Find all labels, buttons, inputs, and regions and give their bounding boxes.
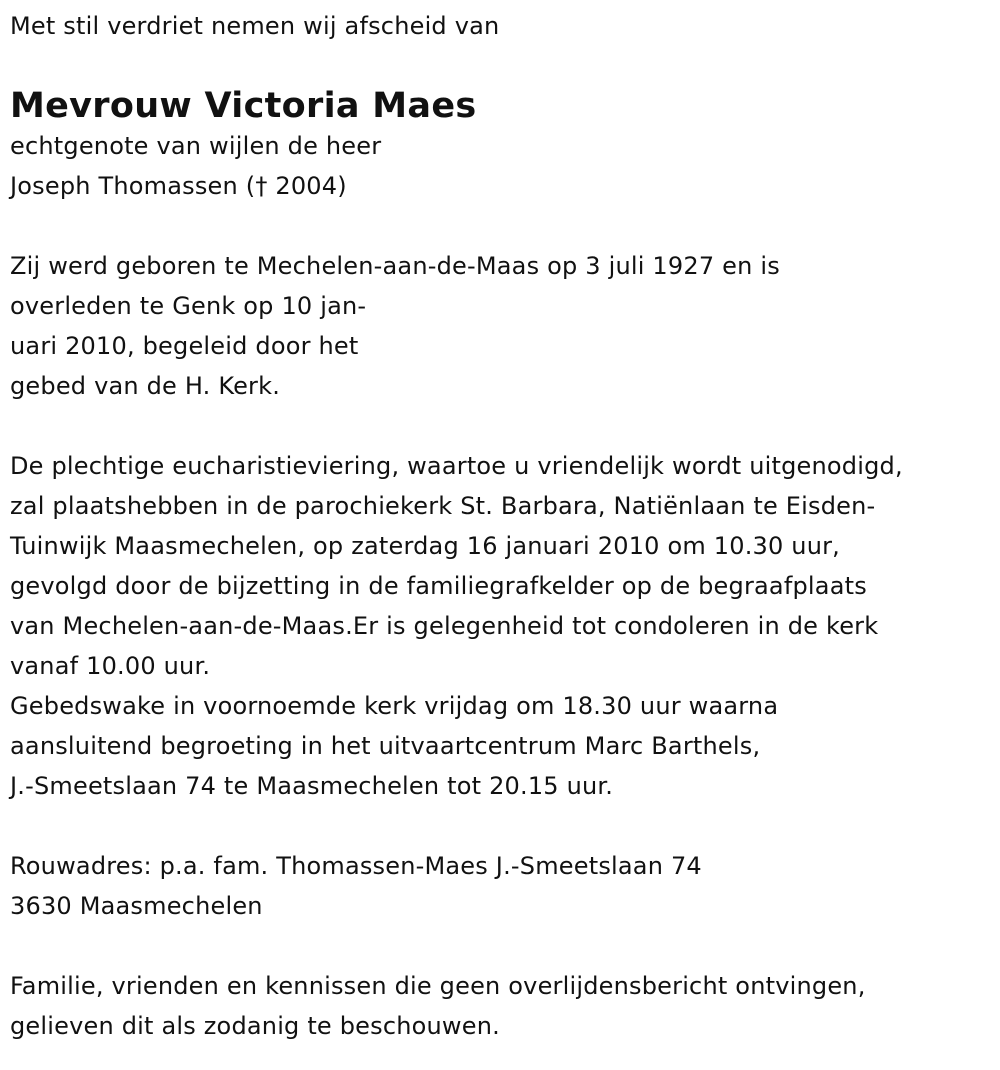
spacer bbox=[10, 926, 995, 966]
closing-line: gelieven dit als zodanig te beschouwen. bbox=[10, 1012, 500, 1040]
ceremony-line: vanaf 10.00 uur. bbox=[10, 652, 211, 680]
birth-death-line: Zij werd geboren te Mechelen-aan-de-Maas op 3 juli 1927 en is bbox=[10, 252, 780, 280]
deceased-name: Mevrouw Victoria Maes bbox=[10, 86, 477, 126]
ceremony-line: van Mechelen-aan-de-Maas.Er is gelegenheid tot condoleren in de kerk bbox=[10, 612, 879, 640]
mourning-address-line: 3630 Maasmechelen bbox=[10, 892, 263, 920]
spacer bbox=[10, 46, 995, 86]
spacer bbox=[10, 406, 995, 446]
wake-line: Gebedswake in voornoemde kerk vrijdag om 18.30 uur waarna bbox=[10, 692, 779, 720]
death-notice bbox=[10, 6, 995, 1046]
birth-death-line: gebed van de H. Kerk. bbox=[10, 372, 281, 400]
ceremony-line: Tuinwijk Maasmechelen, op zaterdag 16 januari 2010 om 10.30 uur, bbox=[10, 532, 841, 560]
wake-line: J.-Smeetslaan 74 te Maasmechelen tot 20.15 uur. bbox=[10, 772, 614, 800]
spouse-line: Joseph Thomassen († 2004) bbox=[10, 172, 347, 200]
spouse-line: echtgenote van wijlen de heer bbox=[10, 132, 382, 160]
spacer bbox=[10, 806, 995, 846]
ceremony-line: De plechtige eucharistieviering, waartoe u vriendelijk wordt uitgenodigd, bbox=[10, 452, 903, 480]
spacer bbox=[10, 206, 995, 246]
closing-line: Familie, vrienden en kennissen die geen overlijdensbericht ontvingen, bbox=[10, 972, 866, 1000]
birth-death-line: uari 2010, begeleid door het bbox=[10, 332, 359, 360]
mourning-address-line: Rouwadres: p.a. fam. Thomassen-Maes J.-Smeetslaan 74 bbox=[10, 852, 702, 880]
wake-line: aansluitend begroeting in het uitvaartcentrum Marc Barthels, bbox=[10, 732, 761, 760]
birth-death-line: overleden te Genk op 10 jan- bbox=[10, 292, 367, 320]
ceremony-line: gevolgd door de bijzetting in de familiegrafkelder op de begraafplaats bbox=[10, 572, 867, 600]
ceremony-line: zal plaatshebben in de parochiekerk St. Barbara, Natiënlaan te Eisden- bbox=[10, 492, 876, 520]
intro-line: Met stil verdriet nemen wij afscheid van bbox=[10, 12, 500, 40]
